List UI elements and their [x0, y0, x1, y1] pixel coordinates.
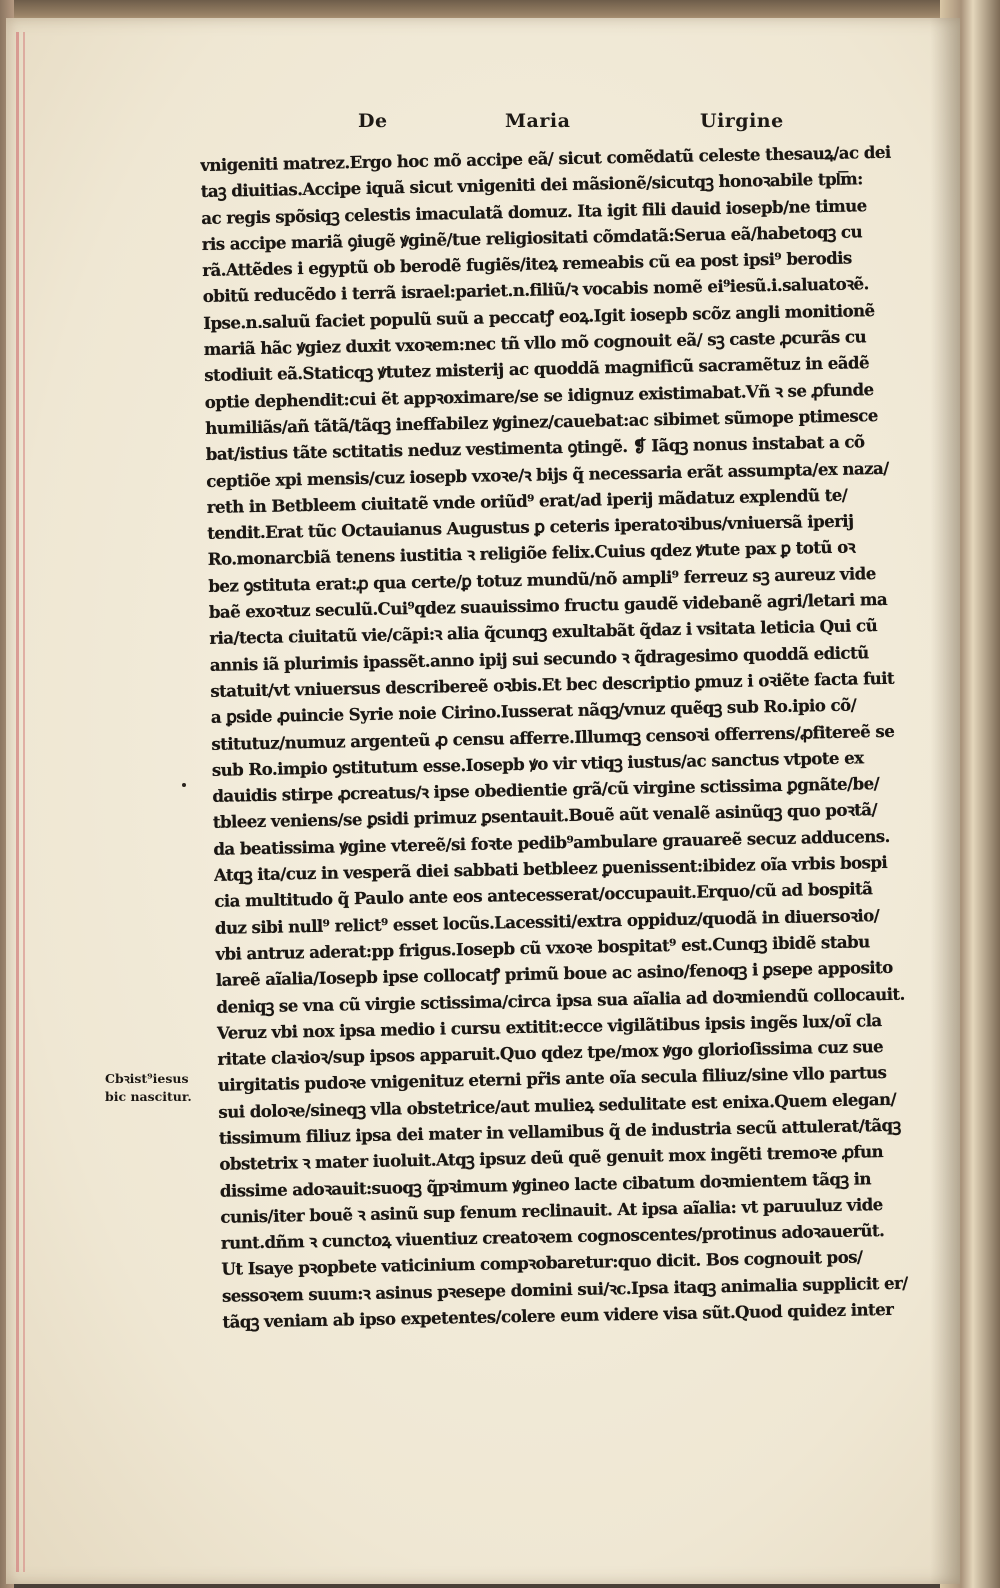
text-line: cunis/iter bouẽ ꝛ asinũ sup fenum reclinauit. At ipsa aĩalia: vt paruuluz vide: [220, 1193, 883, 1227]
text-line: sui doloꝛe/sineqꝫ vlla obstetrice/aut mulieꝝ sedulitate est enixa.Quem elegan/: [218, 1088, 897, 1122]
text-line: baẽ exoꝛtuz seculũ.Cui⁹qdez suauissimo fructu gaudẽ videbanẽ agri/letari ma: [208, 588, 888, 622]
text-line: ceptiõe xpi mensis/cuz iosepb vxoꝛe/ꝛ bijs q̃ necessaria erãt assumpta/ex naza/: [206, 457, 889, 491]
text-line: dissime adoꝛauit:suoqꝫ q̃pꝛimum ꝟgineo lacte cibatum doꝛmientem tãqꝫ in: [219, 1167, 872, 1201]
text-line: Ro.monarcbiã tenens iustitia ꝛ religiõe felix.Cuius qdez ꝟtute pax ꝑ totũ oꝛ: [207, 536, 856, 570]
marginal-dot: [182, 783, 186, 787]
text-line: obitũ reducẽdo i terrã israel:pariet.n.filiũ/ꝛ vocabis nomẽ ei⁹iesũ.i.saluatoꝛẽ.: [202, 273, 869, 307]
text-line: humiliãs/añ tãtã/tãqꝫ ineffabilez ꝟginez/cauebat:ac sibimet sũmope ptimesce: [205, 405, 878, 438]
running-header: [340, 110, 810, 140]
text-line: Veruz vbi nox ipsa medio i cursu extitit:ecce vigilãtibus ipsis ingẽs lux/oĩ cla: [216, 1009, 882, 1043]
text-line: tbleez veniens/se ꝑsidi primuz ꝑsentauit.Bouẽ aũt venalẽ asinũqꝫ quo poꝛtã/: [212, 799, 878, 833]
header-de: De: [358, 110, 388, 132]
text-line: ria/tecta ciuitatũ vie/cãpi:ꝛ alia q̃cunqꝫ exultabãt q̃daz i vsitata leticia Qui cũ: [209, 615, 878, 649]
text-line: reth in Betbleem ciuitatẽ vnde oriũd⁹ erat/ad iperij mãdatuz explendũ te/: [206, 484, 848, 517]
red-margin-rule-inner: [23, 32, 25, 1572]
text-line: dauidis stirpe ꝓcreatus/ꝛ ipse obedientie grã/cũ virgine sctissima ꝑgnãte/be/: [212, 773, 880, 807]
text-line: taꝫ diuitias.Accipe iquã sicut vnigeniti dei mãsionẽ/sicutqꝫ honoꝛabile tpl͞m:: [200, 168, 863, 202]
text-line: ris accipe mariã ꝯiugẽ ꝟginẽ/tue religiositati cõmdatã:Serua eã/habetoqꝫ cu: [201, 221, 863, 254]
text-line: tendit.Erat tũc Octauianus Augustus ꝑ ceteris iperatoꝛibus/vniuersã iperij: [207, 510, 854, 544]
text-line: ritate claꝛioꝛ/sup ipsos apparuit.Quo qdez tpe/mox ꝟgo glorioſissima cuz sue: [217, 1036, 884, 1069]
text-line: bat/istius tãte sctitatis neduz vestimenta ꝯtingẽ. ❡ Iãqꝫ nonus instabat a cõ: [205, 431, 865, 465]
text-line: tissimum filiuz ipsa dei mater in vellamibus q̃ de industria secũ attulerat/tãqꝫ: [218, 1114, 901, 1148]
text-line: vbi antruz aderat:pp frigus.Iosepb cũ vxoꝛe bospitat⁹ est.Cunqꝫ ibidẽ stabu: [215, 931, 870, 964]
text-line: tãqꝫ veniam ab ipso expetentes/colere eum videre visa sũt.Quod quidez inter: [222, 1298, 894, 1332]
text-line: cia multitudo q̃ Paulo ante eos antecesserat/occupauit.Erquo/cũ ad bospitã: [214, 878, 873, 912]
text-line: obstetrix ꝛ mater iuoluit.Atqꝫ ipsuz deũ quẽ genuit mox ingẽti tremoꝛe ꝓfun: [219, 1141, 884, 1175]
margin-note-line: bic nascitur.: [105, 1089, 192, 1104]
text-line: Ut Isaye pꝛopbete vaticinium compꝛobaretur:quo dicit. Bos cognouit pos/: [221, 1246, 863, 1280]
text-line: uirgitatis pudoꝛe vnigenituz eterni pr̃is ante oĩa secula filiuz/sine vllo partus: [217, 1062, 887, 1096]
text-line: annis iã plurimis ipassẽt.anno ipij sui secundo ꝛ q̃dragesimo quoddã edictũ: [209, 641, 869, 675]
text-line: sub Ro.impio ꝯstitutum esse.Iosepb ꝟo vir vtiqꝫ iustus/ac sanctus vtpote ex: [211, 747, 864, 780]
text-line: bez ꝯstituta erat:ꝓ qua certe/ꝑ totuz mundũ/nõ ampli⁹ ferreuz sꝫ aureuz vide: [208, 562, 876, 596]
body-text: [200, 138, 953, 1335]
marginal-note: [105, 1070, 192, 1106]
text-line: duz sibi null⁹ relict⁹ esset locũs.Lacessiti/extra oppiduz/quodã in diuersoꝛio/: [214, 904, 880, 938]
text-line: sessoꝛem suum:ꝛ asinus pꝛesepe domini sui/ꝛc.Ipsa itaqꝫ animalia supplicit er/: [221, 1272, 908, 1306]
header-maria: Maria: [505, 110, 571, 132]
text-line: statuit/vt vniuersus describereẽ oꝛbis.Et bec descriptio ꝑmuz i oꝛiẽte facta fuit: [210, 667, 895, 701]
text-line: rã.Attẽdes i egyptũ ob berodẽ fugiẽs/iteꝝ remeabis cũ ea post ipsi⁹ berodis: [202, 247, 852, 281]
text-line: lareẽ aĩalia/Iosepb ipse collocatꝭ primũ boue ac asino/fenoqꝫ i ꝑsepe apposito: [215, 957, 893, 991]
text-line: optie dephendit:cui ẽt appꝛoximare/se se idignuz existimabat.Vñ ꝛ se ꝓfunde: [204, 378, 874, 412]
header-virgine: Uirgine: [700, 110, 784, 132]
text-line: vnigeniti matrez.Ergo hoc mõ accipe eã/ sicut comẽdatũ celeste thesauꝝ/ac dei: [200, 141, 891, 175]
text-line: stodiuit eã.Staticqꝫ ꝟtutez misterij ac quoddã magnificũ sacramẽtuz in eãdẽ: [204, 352, 870, 386]
text-line: stitutuz/numuz argenteũ ꝓ censu afferre.Illumqꝫ censoꝛi offerrens/ꝓfitereẽ se: [211, 720, 895, 754]
text-line: a ꝑside ꝓuincie Syrie noie Cirino.Iusserat nãqꝫ/vnuz quẽqꝫ sub Ro.ipio cõ/: [210, 694, 857, 728]
text-line: mariã hãc ꝟgiez duxit vxoꝛem:nec tñ vllo mõ cognouit eã/ sꝫ caste ꝓcurãs cu: [203, 326, 867, 360]
text-line: Atqꝫ ita/cuz in vesperã diei sabbati betbleez ꝑuenissent:ibidez oĩa vrbis bospi: [213, 851, 888, 885]
text-line: ac regis spõsiqꝫ celestis imaculatã domuz. Ita igit fili dauid iosepb/ne timue: [201, 194, 867, 228]
text-line: da beatissima ꝟgine vtereẽ/si foꝛte pedib⁹ambulare grauareẽ secuz adducens.: [213, 825, 890, 859]
text-line: runt.dñm ꝛ cunctoꝝ viuentiuz creatoꝛem cognoscentes/protinus adoꝛauerũt.: [220, 1220, 885, 1253]
text-line: deniqꝫ se vna cũ virgie sctissima/circa ipsa sua aĩalia ad doꝛmiendũ collocauit.: [216, 983, 905, 1017]
margin-note-line: Cbꝛist⁹iesus: [105, 1071, 189, 1086]
text-line: Ipse.n.saluũ faciet populũ suũ a peccatꝭ eoꝝ.Igit iosepb scõz angli monitionẽ: [203, 299, 875, 333]
red-margin-rule: [16, 32, 19, 1572]
